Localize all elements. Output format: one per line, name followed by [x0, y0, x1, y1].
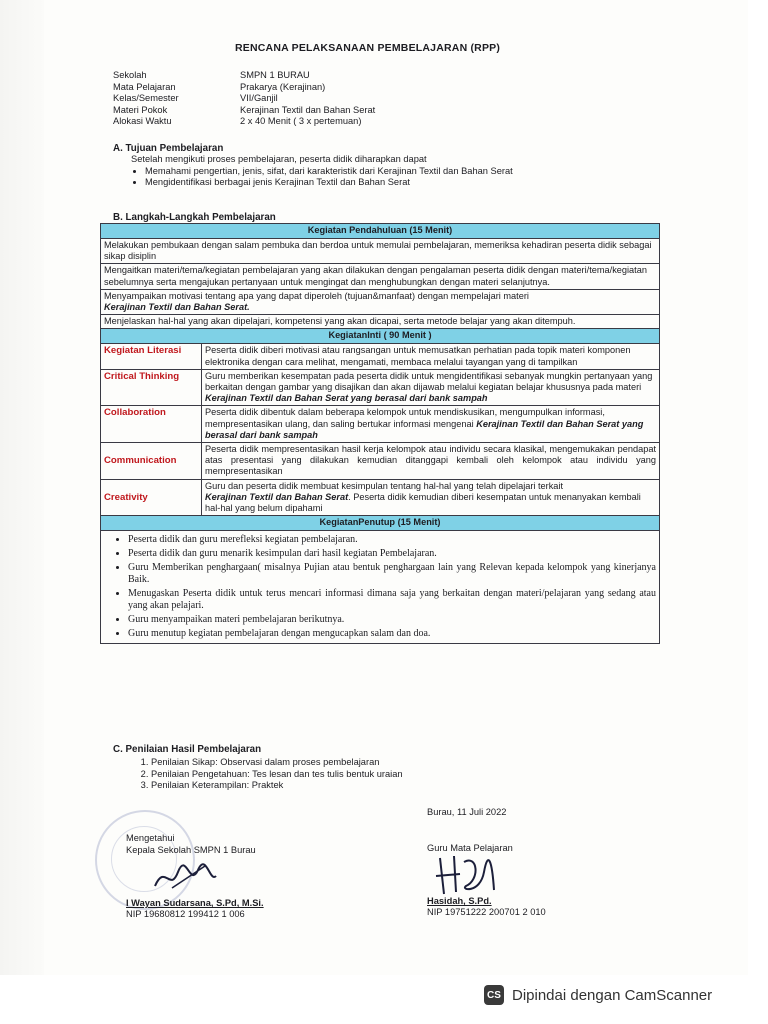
list-item: • Peserta didik dan guru menarik kesimpulan dari hasil kegiatan Pembelajaran.	[128, 548, 656, 560]
meta-value: SMPN 1 BURAU	[240, 70, 310, 80]
assessment-list	[131, 757, 551, 792]
list-item: • Guru menyampaikan materi pembelajaran berikutnya.	[128, 614, 656, 626]
penutup-cell	[101, 531, 660, 644]
section-b-heading: B. Langkah-Langkah Pembelajaran	[113, 212, 276, 223]
row-text: Menyampaikan motivasi tentang apa yang dapat diperoleh (tujuan&manfaat) dengan mempelajari materi	[104, 290, 529, 301]
pendahuluan-header: Kegiatan Pendahuluan (15 Menit)	[101, 224, 660, 239]
principal-line-2: Kepala Sekolah SMPN 1 Burau	[126, 845, 256, 855]
table-row: Mengaitkan materi/tema/kegiatan pembelajaran yang akan dilakukan dengan pengalaman peserta didik dengan materi/tema/kegiatan sebelumnya serta mengajukan pertanyaan untuk mengingat dan menghubungkan dengan materi selanjutnya.	[101, 264, 660, 289]
teacher-title: Guru Mata Pelajaran	[427, 843, 513, 853]
section-a-heading: A. Tujuan Pembelajaran	[113, 143, 224, 154]
penutup-header: KegiatanPenutup (15 Menit)	[101, 516, 660, 531]
meta-row	[113, 93, 375, 105]
teacher-signature	[430, 852, 500, 898]
list-item: • Guru Memberikan penghargaan( misalnya Pujian atau bentuk penghargaan lain yang Relevan kepada kelompok yang kinerjanya Baik.	[128, 562, 656, 586]
collaboration-label: Collaboration	[101, 406, 202, 443]
row-text: . Peserta didik kemudian diberi kesempatan untuk menanyakan kembali hal-hal yang belum dipahami	[205, 491, 641, 514]
assessment-block	[131, 757, 551, 792]
objective-list	[131, 166, 651, 189]
communication-label: Communication	[101, 443, 202, 480]
meta-key: Materi Pokok	[113, 104, 168, 115]
meta-key: Alokasi Waktu	[113, 116, 172, 126]
row-text: Guru dan peserta didik membuat kesimpulan tentang hal-hal yang telah dipelajari terkait	[205, 480, 564, 491]
row-emphasis: Kerajinan Textil dan Bahan Serat	[205, 491, 349, 502]
critical-thinking-cell	[202, 369, 660, 406]
list-item: 2. Penilaian Pengetahuan: Tes lesan dan tes tulis bentuk uraian	[151, 769, 551, 781]
list-item: • Peserta didik dan guru merefleksi kegiatan pembelajaran.	[128, 534, 656, 546]
literasi-label: Kegiatan Literasi	[101, 344, 202, 369]
row-text: Guru memberikan kesempatan pada peserta didik untuk mengidentifikasi sebanyak mungkin pertanyaan yang berkaitan dengan gambar yang disajikan dan akan dijawab melalui kegiatan belajar khususnya pada materi	[205, 370, 653, 393]
teacher-nip: NIP 19751222 200701 2 010	[427, 907, 546, 917]
principal-signature	[150, 858, 220, 898]
document-title: RENCANA PELAKSANAAN PEMBELAJARAN (RPP)	[235, 42, 501, 54]
list-item: 1. Penilaian Sikap: Observasi dalam proses pembelajaran	[151, 757, 551, 769]
list-item: • Memahami pengertian, jenis, sifat, dari karakteristik dari Kerajinan Textil dan Bahan Serat	[145, 166, 651, 178]
camscanner-logo-icon: CS	[484, 985, 504, 1005]
row-emphasis: Kerajinan Textil dan Bahan Serat yang berasal dari bank sampah	[205, 393, 488, 404]
meta-value: VII/Ganjil	[240, 93, 278, 103]
list-item: • Guru menutup kegiatan pembelajaran dengan mengucapkan salam dan doa.	[128, 628, 656, 640]
teacher-name: Hasidah, S.Pd.	[427, 896, 492, 906]
table-row: Melakukan pembukaan dengan salam pembuka dan berdoa untuk memulai pembelajaran, memeriksa kehadiran peserta didik sebagai sikap disiplin	[101, 239, 660, 264]
communication-text: Peserta didik mempresentasikan hasil kerja kelompok atau individu secara klasikal, mengemukakan pendapat atas presentasi yang dilakukan kemudian ditanggapi kembali oleh kelompok atau individu yang mempresentasikan	[202, 443, 660, 480]
table-row: Menjelaskan hal-hal yang akan dipelajari, kompetensi yang akan dicapai, serta metode belajar yang akan ditempuh.	[101, 315, 660, 329]
principal-name: I Wayan Sudarsana, S.Pd, M.Si.	[126, 898, 264, 908]
section-c-heading: C. Penilaian Hasil Pembelajaran	[113, 744, 262, 755]
list-item: 3. Penilaian Keterampilan: Praktek	[151, 780, 551, 792]
meta-value: Prakarya (Kerajinan)	[240, 81, 326, 92]
page-shadow	[0, 0, 44, 975]
learning-steps-table	[100, 223, 660, 644]
camscanner-text: Dipindai dengan CamScanner	[512, 986, 713, 1004]
section-a-intro: Setelah mengikuti proses pembelajaran, peserta didik diharapkan dapat	[131, 154, 427, 164]
closing-list	[104, 534, 656, 640]
meta-value: Kerajinan Textil dan Bahan Serat	[240, 104, 376, 115]
creativity-label: Creativity	[101, 479, 202, 516]
list-item: • Menugaskan Peserta didik untuk terus mencari informasi dimana saja yang berkaitan dengan materi/pelajaran yang sedang atau yang akan pelajari.	[128, 588, 656, 612]
creativity-cell	[202, 479, 660, 516]
meta-row	[113, 116, 375, 128]
meta-key: Kelas/Semester	[113, 93, 179, 103]
meta-value: 2 x 40 Menit ( 3 x pertemuan)	[240, 116, 362, 126]
meta-row	[113, 70, 375, 82]
signature-date: Burau, 11 Juli 2022	[427, 807, 507, 817]
meta-key: Sekolah	[113, 70, 147, 80]
section-a-body	[131, 154, 651, 189]
inti-header: KegiatanInti ( 90 Menit )	[101, 329, 660, 344]
identity-block	[113, 70, 375, 128]
collaboration-cell	[202, 406, 660, 443]
row-emphasis: Kerajinan Textil dan Bahan Serat.	[104, 302, 250, 313]
row-text: Peserta didik dibentuk dalam beberapa kelompok untuk mendiskusikan, mengumpulkan informasi, mempresentasikan ulang, dan saling bertukar informasi mengenai	[205, 407, 605, 429]
critical-thinking-label: Critical Thinking	[101, 369, 202, 406]
list-item: • Mengidentifikasi berbagai jenis Kerajinan Textil dan Bahan Serat	[145, 177, 651, 189]
meta-row	[113, 105, 375, 117]
principal-line-1: Mengetahui	[126, 833, 175, 843]
principal-title	[126, 832, 256, 856]
meta-key: Mata Pelajaran	[113, 81, 176, 92]
camscanner-watermark	[484, 985, 712, 1005]
row-emphasis: Kerajinan Textil dan Bahan Serat yang berasal dari bank sampah	[205, 418, 644, 440]
principal-nip: NIP 19680812 199412 1 006	[126, 909, 245, 919]
literasi-text: Peserta didik diberi motivasi atau rangsangan untuk memusatkan perhatian pada topik materi komponen elektronika dengan cara melihat, mengamati, membaca melalui tayangan yang di tampilkan	[202, 344, 660, 369]
table-row	[101, 289, 660, 314]
meta-row	[113, 82, 375, 94]
